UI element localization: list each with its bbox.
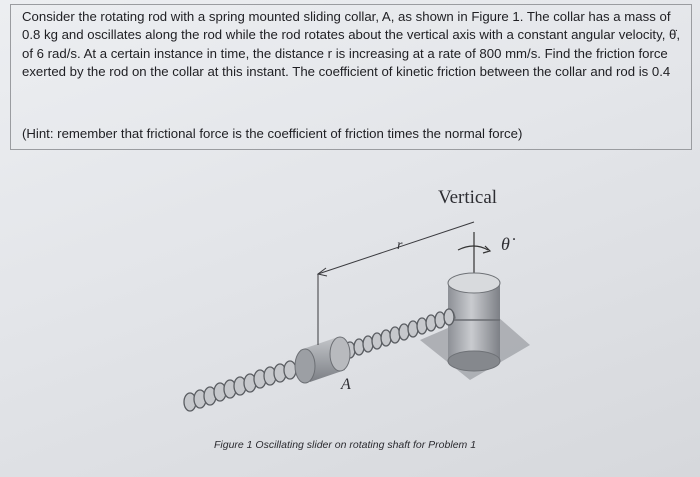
label-vertical: Vertical [438, 187, 498, 208]
vertical-axis [458, 232, 490, 275]
figure-caption: Figure 1 Oscillating slider on rotating shaft for Problem 1 [214, 439, 477, 451]
label-theta-dot: θ̇ [501, 234, 510, 254]
hub-cylinder [448, 273, 500, 371]
hint-text: (Hint: remember that frictional force is the coefficient of friction times the normal force) [22, 126, 523, 141]
problem-statement: Consider the rotating rod with a spring mounted sliding collar, A, as shown in Figure 1. The collar has a mass of 0.8 kg and oscillates along the rod while the rod rotates about the vertical axis with a constant angular velocity, θ̇, of 6 rad/s. At a certain instance in time, the distance r is increasing at a rate of 800 mm/s. Find the friction force exerted by the rod on the collar at this instant. The coefficient of kinetic friction between the collar and rod is 0.4 [22, 9, 681, 80]
label-r: r [397, 238, 403, 253]
label-collar-a: A [341, 376, 351, 393]
